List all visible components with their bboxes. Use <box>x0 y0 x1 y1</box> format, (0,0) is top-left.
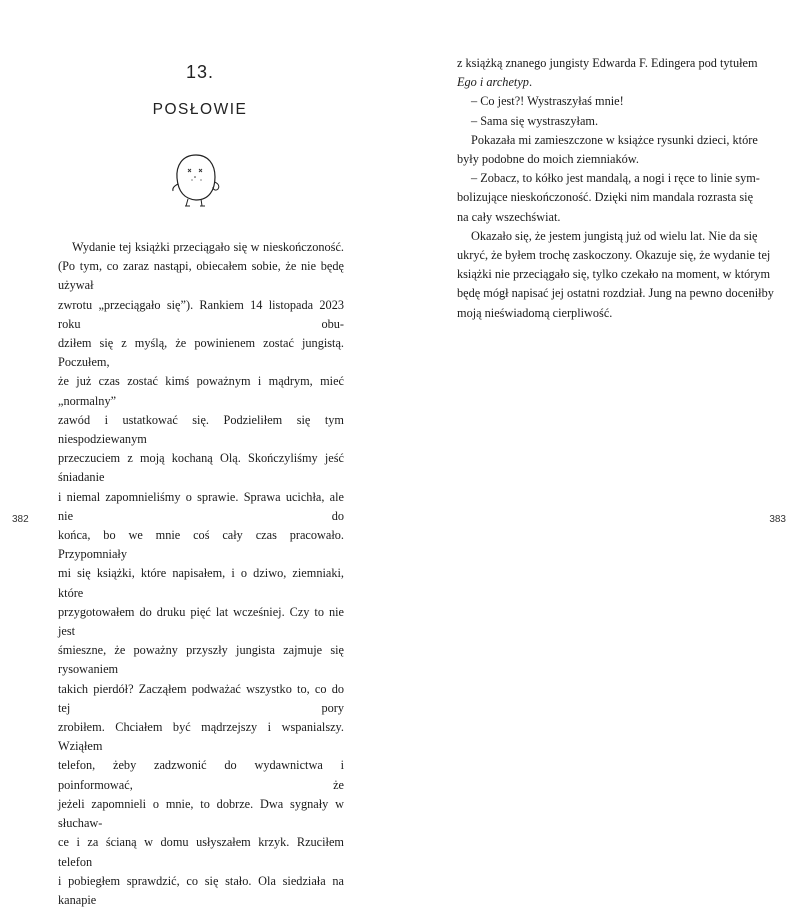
text-line: końca, bo we mnie coś cały czas pracowało. Przypomniały <box>58 528 344 562</box>
text-line: takich pierdół? Zacząłem podważać wszystko to, co do tej pory <box>58 681 344 715</box>
text-line: zawód i ustatkować się. Podzieliłem się tym niespodziewanym <box>58 412 344 447</box>
text-line: dziłem się z myślą, że powinienem zostać jungistą. Poczułem, <box>58 336 344 370</box>
text-line: zwrotu „przeciągało się”). Rankiem 14 listopada 2023 roku obu- <box>58 297 344 331</box>
text-line: ukryć, że byłem trochę zaskoczony. Okazuje się, że wydanie tej <box>457 248 771 263</box>
text-line: mi się książki, które napisałem, i o dziwo, ziemniaki, które <box>58 566 344 600</box>
text-line: książki nie przeciągało się, tylko czekało na moment, w którym <box>457 267 771 282</box>
text-line: (Po tym, co zaraz nastąpi, obiecałem sobie, że nie będę używał <box>58 259 344 293</box>
text-line: z książką znanego jungisty Edwarda F. Edingera pod tytułem <box>457 56 758 70</box>
chapter-title: POSŁOWIE <box>152 101 248 118</box>
right-page <box>400 0 800 543</box>
text-line: przygotowałem do druku pięć lat wcześniej. Czy to nie jest <box>58 604 344 639</box>
text-line: ce i za ścianą w domu usłyszałem krzyk. Rzuciłem telefon <box>58 835 344 869</box>
text-line: Okazało się, że jestem jungistą już od wielu lat. Nie da się <box>471 228 758 243</box>
text-line: przeczuciem z moją kochaną Olą. Skończyliśmy jeść śniadanie <box>58 451 344 485</box>
left-page <box>0 0 400 907</box>
page-number: 383 <box>769 514 786 525</box>
text-line: jeżeli zapomnieli o mnie, to dobrze. Dwa sygnały w słuchaw- <box>58 796 344 831</box>
text-line: zrobiłem. Chciałem być mądrzejszy i wspanialszy. Wziąłem <box>58 720 344 754</box>
text-line: będę mógł napisać jej ostatni rozdział. Jung na pewno doceniłby <box>457 286 774 301</box>
punctuation: . <box>528 75 533 90</box>
text-line: Pokazała mi zamieszczone w książce rysunki dzieci, które <box>471 132 758 147</box>
chapter-number: 13. <box>185 62 215 82</box>
text-line: i pobiegłem sprawdzić, co się stało. Ola siedziała na kanapie <box>58 873 344 907</box>
text-line: – Co jest?! Wystraszyłaś mnie! <box>471 94 624 109</box>
text-line: na cały wszechświat. <box>457 209 561 224</box>
text-line: Wydanie tej książki przeciągało się w nieskończoność. <box>72 240 344 254</box>
text-line: były podobne do moich ziemniaków. <box>457 152 639 167</box>
text-line: i niemal zapomnieliśmy o sprawie. Sprawa ucichła, ale nie do <box>58 489 344 523</box>
text-line: moją nieświadomą cierpliwość. <box>457 305 613 320</box>
text-line: bolizujące nieskończoność. Dzięki nim mandala rozrasta się <box>457 190 754 205</box>
potato-character-illustration <box>168 150 224 212</box>
text-line <box>457 73 749 92</box>
text-line: śmieszne, że poważny przyszły jungista zajmuje się rysowaniem <box>58 643 344 677</box>
text-line: że już czas zostać kimś poważnym i mądrym, mieć „normalny” <box>58 374 344 408</box>
page-number: 382 <box>12 514 29 525</box>
text-line: telefon, żeby zadzwonić do wydawnictwa i poinformować, że <box>58 758 344 792</box>
body-text-left <box>58 238 344 910</box>
text-line: – Sama się wystraszyłam. <box>471 113 599 128</box>
text-line: – Zobacz, to kółko jest mandalą, a nogi i ręce to linie sym- <box>471 171 760 186</box>
book-title: Ego i archetyp <box>457 75 529 90</box>
body-text-right <box>457 54 774 323</box>
